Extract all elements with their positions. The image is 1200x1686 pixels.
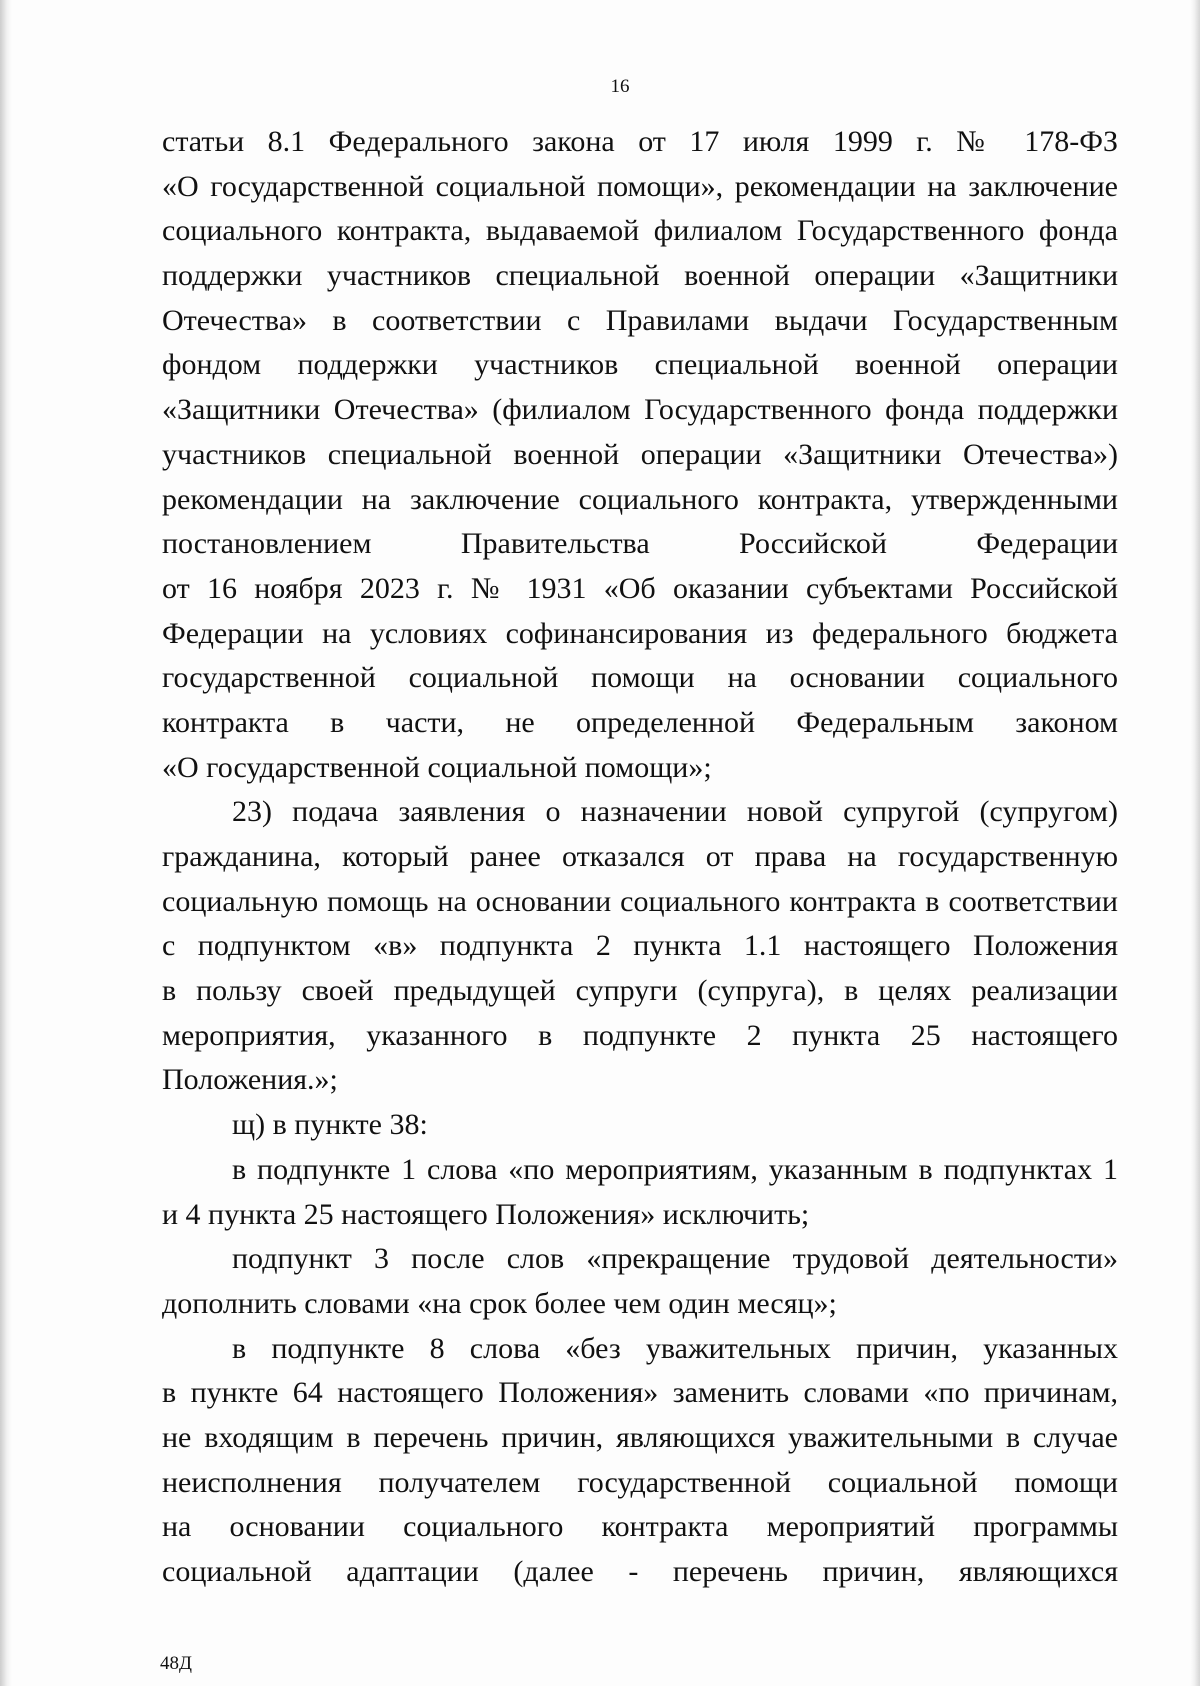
text-line: щ) в пункте 38: [232, 1108, 428, 1142]
text-line: и 4 пункта 25 настоящего Положения» исключить; [162, 1197, 810, 1231]
text-line: дополнить словами «на срок более чем один месяц»; [162, 1286, 837, 1320]
text-line: на основании социального контракта мероприятий программы [162, 1510, 1118, 1544]
scan-edge-right [1190, 0, 1200, 1686]
text-line: постановлением Правительства Российской Федерации [162, 527, 1118, 561]
text-line: социального контракта, выдаваемой филиалом Государственного фонда [162, 214, 1118, 248]
text-line: «О государственной социальной помощи»; [162, 750, 712, 784]
text-line: рекомендации на заключение социального контракта, утвержденными [162, 482, 1118, 516]
text-line: в подпункте 1 слова «по мероприятиям, указанным в подпунктах 1 [232, 1152, 1118, 1186]
text-line: «Защитники Отечества» (филиалом Государственного фонда поддержки [162, 393, 1118, 427]
text-line: фондом поддержки участников специальной военной операции [162, 348, 1118, 382]
text-line: социальной адаптации (далее - перечень причин, являющихся [162, 1555, 1118, 1588]
text-line: участников специальной военной операции «Защитники Отечества») [162, 437, 1118, 471]
text-line: в подпункте 8 слова «без уважительных причин, указанных [232, 1331, 1118, 1365]
footer-code: 48Д [160, 1653, 192, 1674]
text-line: подпункт 3 после слов «прекращение трудовой деятельности» [232, 1242, 1118, 1276]
text-line: мероприятия, указанного в подпункте 2 пункта 25 настоящего [162, 1018, 1118, 1052]
text-line: государственной социальной помощи на основании социального [162, 661, 1118, 695]
document-body [162, 120, 1118, 1595]
text-line: контракта в части, не определенной Федеральным законом [162, 705, 1118, 739]
text-line: неисполнения получателем государственной социальной помощи [162, 1465, 1118, 1499]
text-line: социальную помощь на основании социального контракта в соответствии [162, 884, 1118, 918]
text-line: поддержки участников специальной военной операции «Защитники [162, 259, 1118, 293]
text-line: в пользу своей предыдущей супруги (супруга), в целях реализации [162, 974, 1118, 1008]
text-line: Положения.»; [162, 1063, 338, 1097]
text-line: Отечества» в соответствии с Правилами выдачи Государственным [162, 303, 1118, 337]
text-line: 23) подача заявления о назначении новой супругой (супругом) [232, 795, 1118, 829]
scan-edge-left [0, 0, 12, 1686]
text-line: с подпунктом «в» подпункта 2 пункта 1.1 настоящего Положения [162, 929, 1118, 963]
text-line: статьи 8.1 Федерального закона от 17 июля 1999 г. № 178-ФЗ [162, 125, 1118, 158]
text-line: «О государственной социальной помощи», рекомендации на заключение [162, 169, 1118, 203]
text-line: Федерации на условиях софинансирования из федерального бюджета [162, 616, 1118, 650]
page-number: 16 [610, 76, 630, 97]
text-line: от 16 ноября 2023 г. № 1931 «Об оказании субъектами Российской [162, 571, 1118, 605]
text-line: в пункте 64 настоящего Положения» заменить словами «по причинам, [162, 1376, 1118, 1410]
text-line: не входящим в перечень причин, являющихся уважительными в случае [162, 1420, 1118, 1454]
text-line: гражданина, который ранее отказался от права на государственную [162, 840, 1118, 873]
